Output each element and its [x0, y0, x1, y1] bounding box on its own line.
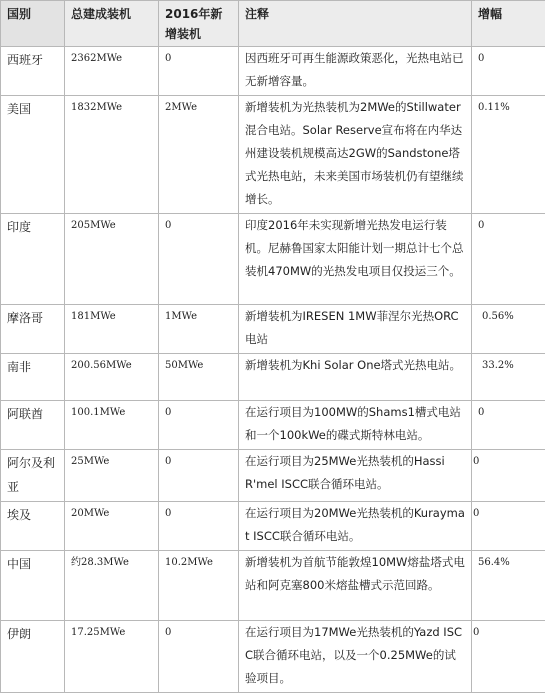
header-new-capacity: 2016年新增装机 [159, 1, 239, 47]
table-row [1, 305, 545, 354]
note-cell: 因西班牙可再生能源政策恶化，光热电站已无新增容量。 [239, 47, 472, 96]
header-country: 国别 [1, 1, 65, 47]
new-capacity-cell: 0 [159, 214, 239, 305]
note-cell: 在运行项目为100MW的Shams1槽式电站和一个100kWe的碟式斯特林电站。 [239, 401, 472, 450]
note-cell: 新增装机为Khi Solar One塔式光热电站。 [239, 354, 472, 401]
new-capacity-cell: 50MWe [159, 354, 239, 401]
total-capacity-cell: 181MWe [65, 305, 159, 354]
note-cell: 新增装机为IRESEN 1MW菲涅尔光热ORC电站 [239, 305, 472, 354]
new-capacity-cell: 0 [159, 401, 239, 450]
country-cell: 阿尔及利亚 [1, 450, 65, 502]
table-row [1, 401, 545, 450]
growth-cell: 0 [472, 214, 545, 305]
new-capacity-cell: 0 [159, 502, 239, 551]
header-total-capacity: 总建成装机 [65, 1, 159, 47]
note-cell: 印度2016年未实现新增光热发电运行装机。尼赫鲁国家太阳能计划一期总计七个总装机470MW的光热发电项目仅投运三个。 [239, 214, 472, 305]
country-cell: 埃及 [1, 502, 65, 551]
new-capacity-cell: 10.2MWe [159, 551, 239, 621]
country-cell: 伊朗 [1, 621, 65, 693]
country-cell: 阿联酋 [1, 401, 65, 450]
country-cell: 中国 [1, 551, 65, 621]
table-header-row [1, 1, 545, 47]
header-note: 注释 [239, 1, 472, 47]
total-capacity-cell: 1832MWe [65, 96, 159, 214]
note-cell: 新增装机为光热装机为2MWe的Stillwater混合电站。Solar Reserve宣布将在内华达州建设装机规模高达2GW的Sandstone塔式光热电站，未来美国市场装机仍有望继续增长。 [239, 96, 472, 214]
new-capacity-cell: 2MWe [159, 96, 239, 214]
total-capacity-cell: 2362MWe [65, 47, 159, 96]
country-cell: 印度 [1, 214, 65, 305]
table-row [1, 551, 545, 621]
table-row [1, 47, 545, 96]
country-cell: 摩洛哥 [1, 305, 65, 354]
country-cell: 南非 [1, 354, 65, 401]
new-capacity-cell: 1MWe [159, 305, 239, 354]
growth-cell: 56.4% [472, 551, 545, 621]
new-capacity-cell: 0 [159, 47, 239, 96]
note-cell: 在运行项目为17MWe光热装机的Yazd ISCC联合循环电站，以及一个0.25MWe的试验项目。 [239, 621, 472, 693]
total-capacity-cell: 约28.3MWe [65, 551, 159, 621]
note-cell: 在运行项目为25MWe光热装机的Hassi R'mel ISCC联合循环电站。 [239, 450, 472, 502]
country-cell: 西班牙 [1, 47, 65, 96]
growth-cell: 0.11% [472, 96, 545, 214]
growth-cell: 0.56% [472, 305, 545, 354]
growth-cell: 0 [472, 450, 545, 502]
new-capacity-cell: 0 [159, 450, 239, 502]
table-row [1, 450, 545, 502]
total-capacity-cell: 205MWe [65, 214, 159, 305]
total-capacity-cell: 100.1MWe [65, 401, 159, 450]
total-capacity-cell: 25MWe [65, 450, 159, 502]
growth-cell: 0 [472, 47, 545, 96]
new-capacity-cell: 0 [159, 621, 239, 693]
header-growth: 增幅 [472, 1, 545, 47]
table-row [1, 354, 545, 401]
growth-cell: 0 [472, 502, 545, 551]
growth-cell: 0 [472, 621, 545, 693]
total-capacity-cell: 20MWe [65, 502, 159, 551]
total-capacity-cell: 17.25MWe [65, 621, 159, 693]
table-row [1, 96, 545, 214]
total-capacity-cell: 200.56MWe [65, 354, 159, 401]
country-cell: 美国 [1, 96, 65, 214]
note-cell: 在运行项目为20MWe光热装机的Kuraymat ISCC联合循环电站。 [239, 502, 472, 551]
note-cell: 新增装机为首航节能敦煌10MW熔盐塔式电站和阿克塞800米熔盐槽式示范回路。 [239, 551, 472, 621]
table-row [1, 621, 545, 693]
growth-cell: 33.2% [472, 354, 545, 401]
table-row [1, 214, 545, 305]
growth-cell: 0 [472, 401, 545, 450]
table-row [1, 502, 545, 551]
